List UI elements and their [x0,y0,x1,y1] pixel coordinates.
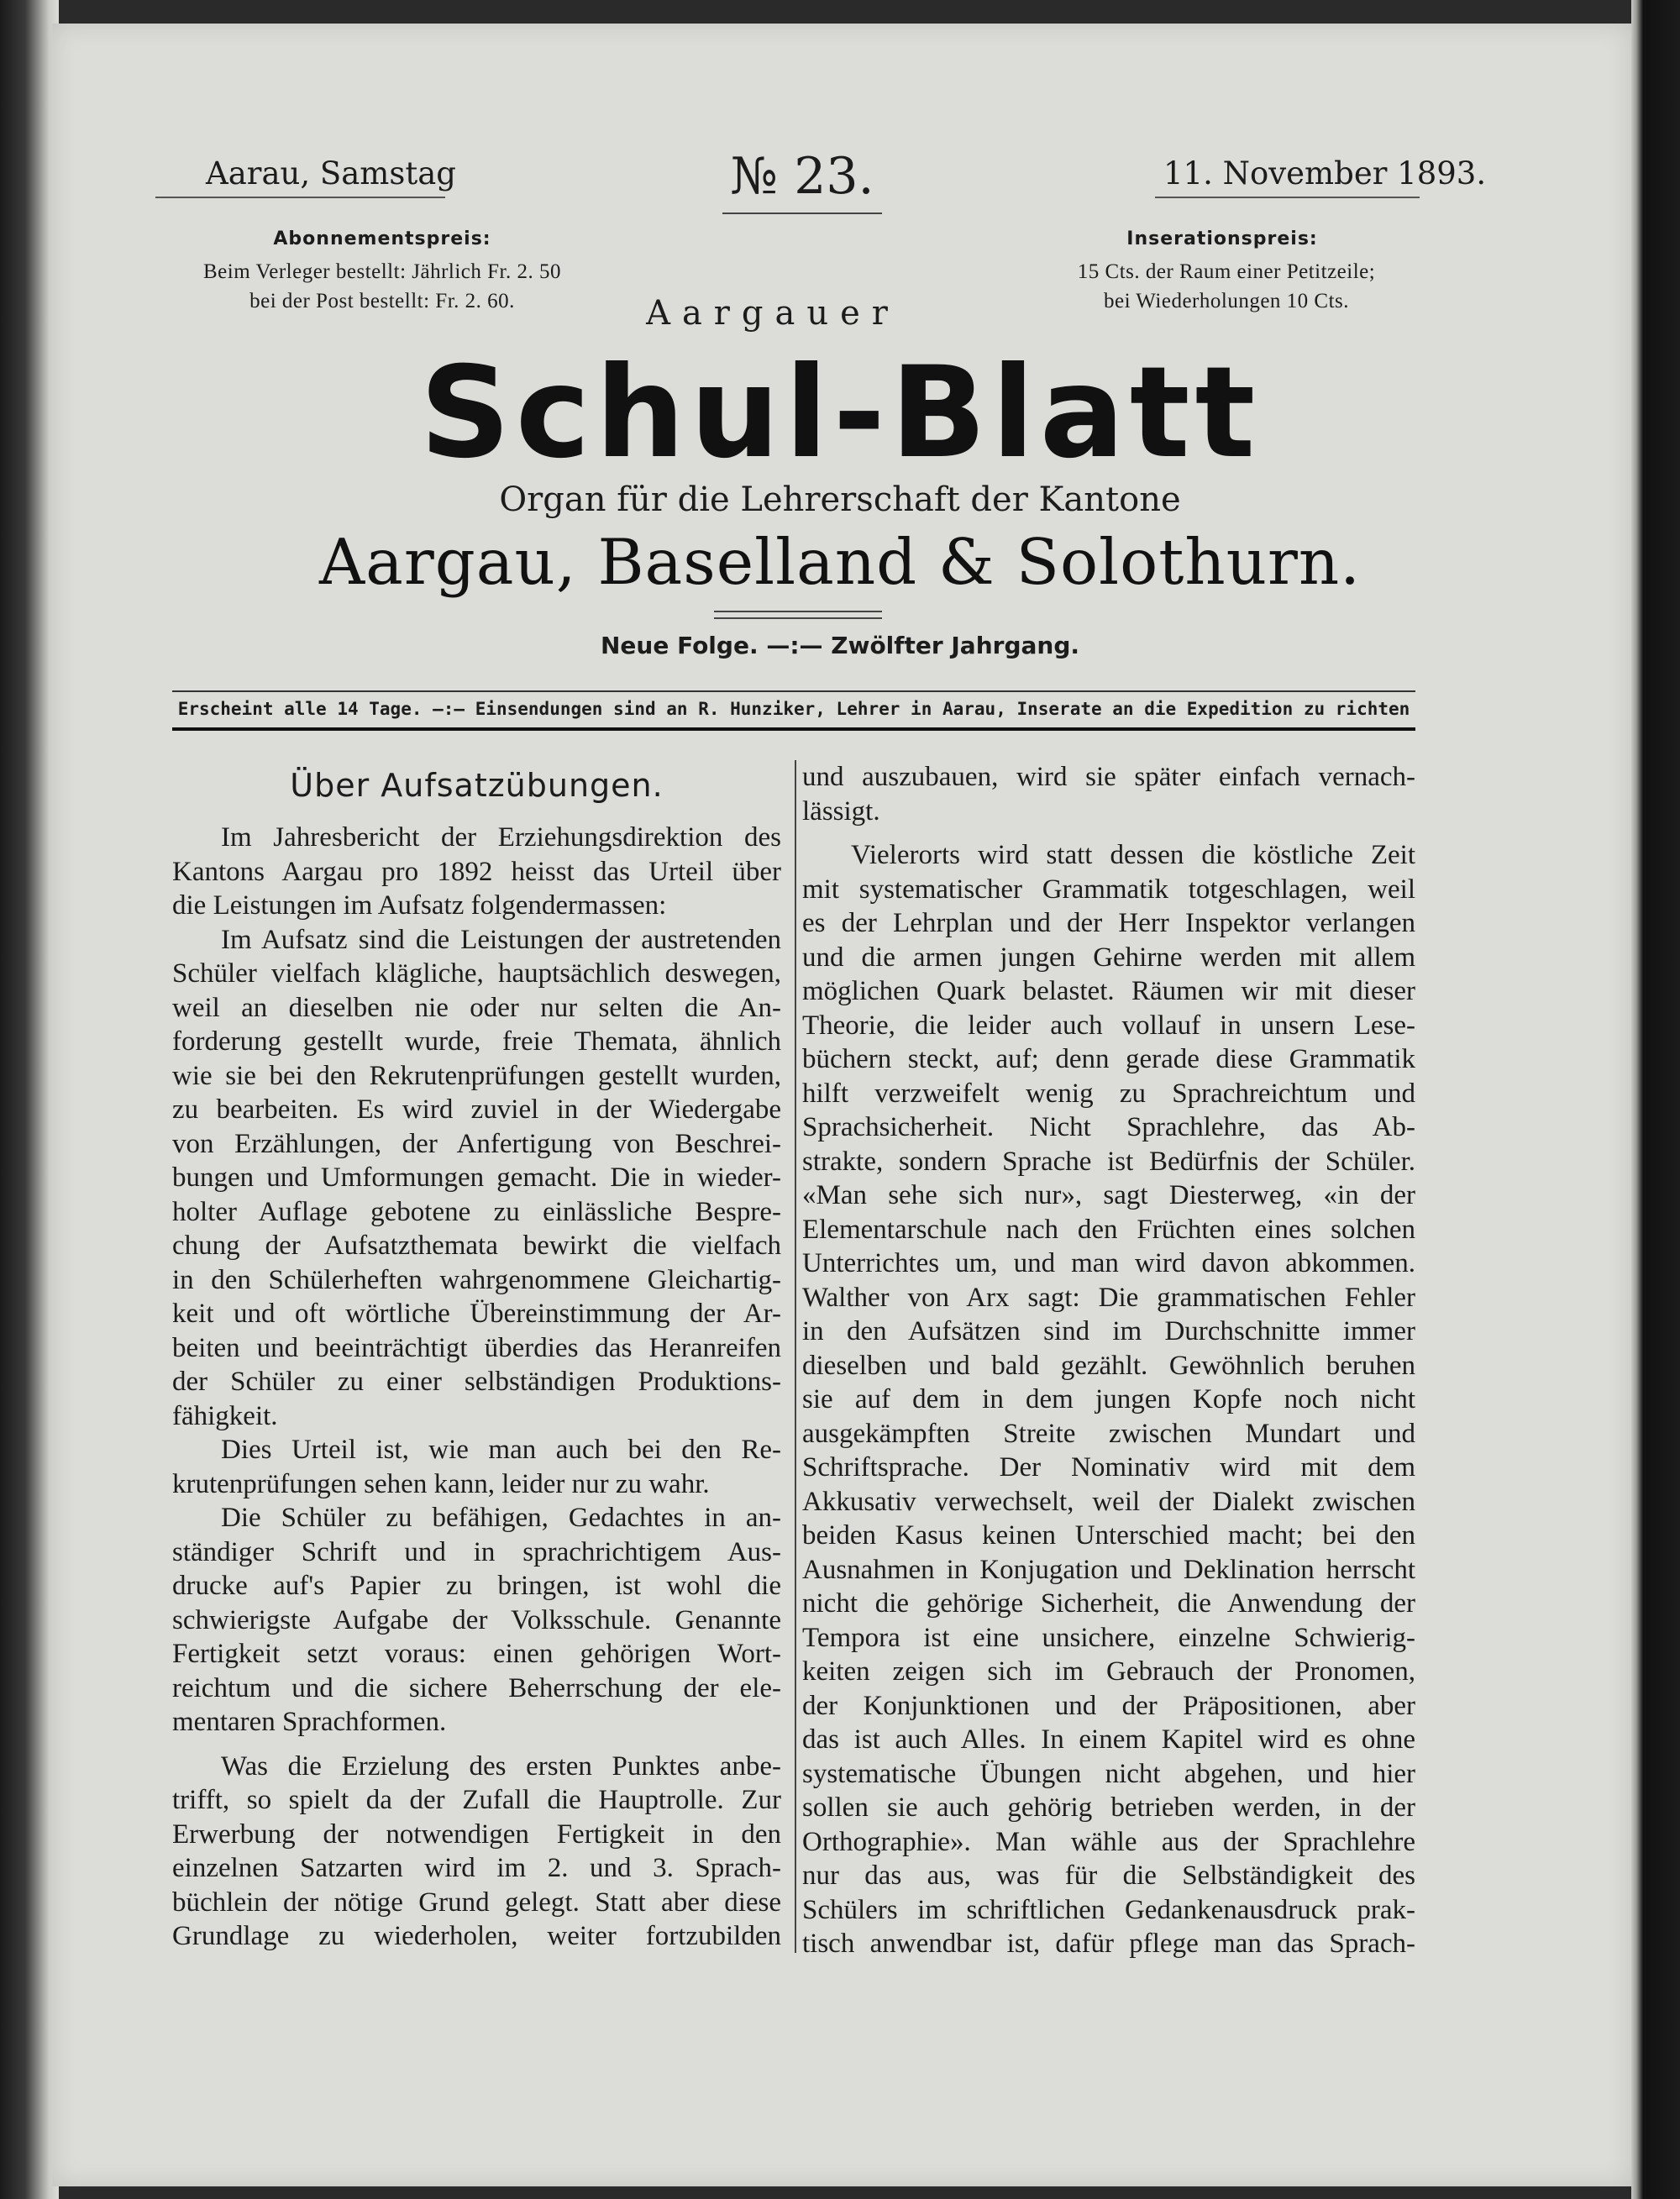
text-line: forderung gestellt wurde, freie Themata, ähnlich [172,1026,781,1057]
article-left-column [172,760,781,1954]
advertising-heading: Inserationspreis: [1126,228,1318,249]
text-line: Unterrichtes um, und man wird davon abkommen. [802,1248,1415,1278]
text-line: Schriftsprache. Der Nominativ wird mit dem [802,1452,1415,1483]
text-line: Vielerorts wird statt dessen die köstliche Zeit [851,840,1415,870]
text-line: einzelnen Satzarten wird im 2. und 3. Sprach- [172,1853,781,1883]
text-line: Elementarschule nach den Früchten eines solchen [802,1214,1415,1245]
text-line: krutenprüfungen sehen kann, leider nur zu wahr. [172,1468,710,1499]
publication-notice: Erscheint alle 14 Tage. —:— Einsendungen sind an R. Hunziker, Lehrer in Aarau, Inserate an die Expedition zu richten [172,690,1415,731]
text-line: Walther von Arx sagt: Die grammatischen Fehler [802,1282,1415,1313]
text-line: büchern steckt, auf; denn gerade diese Grammatik [802,1044,1415,1074]
text-line: Grundlage zu wiederholen, weiter fortzubilden [172,1921,781,1951]
text-line: strakte, sondern Sprache ist Bedürfnis der Schüler. [802,1146,1415,1177]
advertising-line: 15 Cts. der Raum einer Petitzeile; [1077,260,1376,283]
text-line: die Leistungen im Aufsatz folgendermassen: [172,890,667,921]
text-line: das ist auch Alles. In einem Kapitel wird es ohne [802,1724,1415,1755]
masthead-cantons: Aargau, Baselland & Solothurn. [319,525,1361,599]
text-line: in den Aufsätzen sind im Durchschnitte immer [802,1316,1415,1346]
text-line: keit und oft wörtliche Übereinstimmung der Ar- [172,1299,781,1329]
masthead-pretitle: Aargauer [646,294,900,333]
text-line: Die Schüler zu befähigen, Gedachtes in an- [221,1503,781,1533]
place-day: Aarau, Samstag [155,155,445,198]
text-line: mentaren Sprachformen. [172,1707,447,1737]
text-line: in den Schülerheften wahrgenommene Gleichartig- [172,1264,781,1295]
paragraph-gap [172,1740,781,1750]
article-right-column [802,760,1415,1961]
text-line: ausgekämpften Streite zwischen Mundart und [802,1418,1415,1449]
text-line: Theorie, die leider auch vollauf in unsern Lese- [802,1010,1415,1041]
text-line: von Erzählungen, der Anfertigung von Beschrei- [172,1128,781,1159]
masthead-title: Schul-Blatt [419,340,1261,486]
text-line: dieselben und bald gezählt. Gewöhnlich beruhen [802,1350,1415,1381]
text-line: nur das aus, was für die Selbständigkeit des [802,1860,1415,1891]
page-edge-right [1631,0,1680,2199]
text-line: bungen und Umformungen gemacht. Die in wieder- [172,1162,781,1193]
series-line: Neue Folge. —:— Zwölfter Jahrgang. [600,632,1079,659]
text-line: keiten zeigen sich im Gebrauch der Pronomen, [802,1656,1415,1687]
text-line: büchlein der nötige Grund gelegt. Statt aber diese [172,1887,781,1918]
text-line: Fertigkeit setzt voraus: einen gehörigen Wort- [172,1639,781,1669]
column-divider [795,760,796,1953]
text-line: reichtum und die sichere Beherrschung der ele- [172,1672,781,1703]
text-line: Orthographie». Man wähle aus der Sprachlehre [802,1826,1415,1857]
text-line: lässigt. [802,795,880,827]
text-line: sie auf dem in dem jungen Kopfe noch nicht [802,1384,1415,1414]
text-line: weil an dieselben nie oder nur selten die An- [172,992,781,1023]
text-line: nicht die gehörige Sicherheit, die Anwendung der [802,1588,1415,1619]
text-line: beiten und beeinträchtigt überdies das Heranreifen [172,1332,781,1363]
text-line: beiden Kasus keinen Unterschied macht; bei den [802,1520,1415,1551]
subscription-line: Beim Verleger bestellt: Jährlich Fr. 2. 50 [202,260,562,283]
text-line: schwierigste Aufgabe der Volksschule. Genannte [172,1604,781,1635]
text-line: Schüler vielfach klägliche, hauptsächlich deswegen, [172,958,781,989]
issue-date: 11. November 1893. [1155,155,1420,198]
advertising-line: bei Wiederholungen 10 Cts. [1103,290,1350,312]
text-line: möglichen Quark belastet. Räumen wir mit dieser [802,976,1415,1006]
text-line: Sprachsicherheit. Nicht Sprachlehre, das Ab- [802,1112,1415,1142]
text-line: Akkusativ verwechselt, weil der Dialekt zwischen [802,1486,1415,1517]
text-line: Was die Erzielung des ersten Punktes anbe- [221,1750,781,1782]
masthead-organ: Organ für die Lehrerschaft der Kantone [499,480,1181,519]
book-binding-left [0,0,59,2199]
text-line: zu bearbeiten. Es wird zuviel in der Wiedergabe [172,1094,781,1125]
text-line: Im Aufsatz sind die Leistungen der austretenden [221,924,781,955]
article-title: Über Aufsatzübungen. [290,767,664,804]
text-line: Tempora ist eine unsichere, einzelne Schwierig- [802,1622,1415,1653]
text-line: fähigkeit. [172,1400,278,1431]
text-line: tisch anwendbar ist, dafür pflege man das Sprach- [802,1929,1415,1959]
text-line: chung der Aufsatzthemata bewirkt die vielfach [172,1231,781,1261]
text-line: Kantons Aargau pro 1892 heisst das Urteil über [172,856,781,887]
text-line: systematische Übungen nicht abgehen, und hier [802,1758,1415,1789]
paragraph-gap [802,828,1415,838]
text-line: holter Auflage gebotene zu einlässliche Bespre- [172,1196,781,1227]
text-line: und auszubauen, wird sie später einfach vernach- [802,762,1415,792]
subscription-heading: Abonnementspreis: [273,228,491,249]
issue-number: № 23. [722,147,882,214]
text-line: hilft verzweifelt wenig zu Sprachreichtum und [802,1078,1415,1109]
text-line: ständiger Schrift und in sprachrichtigem Aus- [172,1536,781,1567]
text-line: mit systematischer Grammatik totgeschlagen, weil [802,874,1415,905]
text-line: der Konjunktionen und der Präpositionen, aber [802,1690,1415,1721]
subscription-line: bei der Post bestellt: Fr. 2. 60. [249,290,515,312]
text-line: trifft, so spielt da der Zufall die Hauptrolle. Zur [172,1785,781,1815]
text-line: Schülers im schriftlichen Gedankenausdruck prak- [802,1894,1415,1925]
text-line: wie sie bei den Rekrutenprüfungen gestellt wurden, [172,1060,781,1091]
text-line: und die armen jungen Gehirne werden mit allem [802,942,1415,973]
text-line: Ausnahmen in Konjugation und Deklination herrscht [802,1554,1415,1585]
ornamental-rule [714,611,882,619]
text-line: Im Jahresbericht der Erziehungsdirektion des [221,822,781,853]
text-line: drucke auf's Papier zu bringen, ist wohl die [172,1571,781,1601]
text-line: Dies Urteil ist, wie man auch bei den Re- [221,1435,781,1465]
text-line: sollen sie auch gehörig betrieben werden, in der [802,1792,1415,1823]
text-line: «Man sehe sich nur», sagt Diesterweg, «in der [802,1180,1415,1210]
text-line: der Schüler zu einer selbständigen Produktions- [172,1367,781,1397]
text-line: Erwerbung der notwendigen Fertigkeit in den [172,1819,781,1850]
text-line: es der Lehrplan und der Herr Inspektor verlangen [802,908,1415,938]
